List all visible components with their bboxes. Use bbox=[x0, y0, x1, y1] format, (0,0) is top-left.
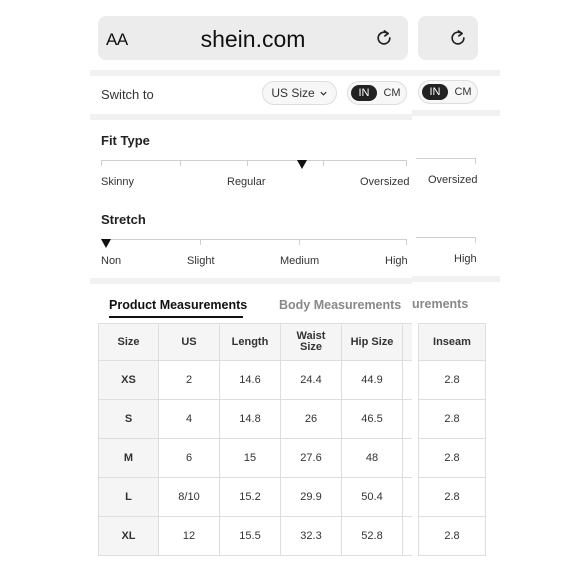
cell-size: XS bbox=[99, 361, 159, 400]
stretch-label-high: High bbox=[385, 255, 408, 267]
cell-waist: 24.4 bbox=[281, 361, 342, 400]
stretch-label-medium: Medium bbox=[280, 255, 320, 267]
reload-icon[interactable] bbox=[374, 28, 394, 48]
cell-hip: 46.5 bbox=[342, 400, 403, 439]
inseam-cell: 2.8 bbox=[419, 478, 486, 517]
fit-scale-tick bbox=[475, 158, 476, 164]
cell-length: 14.6 bbox=[220, 361, 281, 400]
cell-us: 4 bbox=[159, 400, 220, 439]
stretch-scale-line bbox=[101, 239, 407, 240]
unit-in-option[interactable]: IN bbox=[351, 85, 377, 101]
cell-hip: 52.8 bbox=[342, 517, 403, 556]
separator bbox=[90, 278, 412, 284]
cell-length: 15.5 bbox=[220, 517, 281, 556]
fit-type-title: Fit Type bbox=[101, 133, 150, 148]
stretch-label-slight: Slight bbox=[187, 255, 215, 267]
fit-type-marker bbox=[297, 160, 307, 169]
unit-in-option[interactable]: IN bbox=[422, 84, 448, 100]
cell-hip: 44.9 bbox=[342, 361, 403, 400]
table-row bbox=[419, 361, 486, 400]
table-row bbox=[99, 439, 413, 478]
tab-body-partial[interactable]: urements bbox=[412, 297, 469, 311]
fit-label-oversized: Oversized bbox=[360, 176, 410, 188]
header-length: Length bbox=[220, 324, 281, 361]
table-row bbox=[419, 517, 486, 556]
fit-scale-label-oversized: Oversized bbox=[428, 174, 478, 186]
cell-hip: 50.4 bbox=[342, 478, 403, 517]
reload-icon[interactable] bbox=[448, 28, 468, 48]
tab-body-measurements[interactable]: Body Measurements bbox=[279, 298, 402, 312]
unit-cm-option[interactable]: CM bbox=[383, 87, 401, 99]
stretch-scale-line bbox=[416, 237, 476, 238]
header-hip-size: Hip Size bbox=[342, 324, 403, 361]
inseam-cell: 2.8 bbox=[419, 517, 486, 556]
cell-waist: 26 bbox=[281, 400, 342, 439]
text-size-button[interactable]: AA bbox=[106, 30, 128, 49]
right-url-bar[interactable] bbox=[418, 16, 478, 60]
cell-clipped bbox=[403, 478, 413, 517]
inseam-header: Inseam bbox=[419, 324, 486, 361]
inseam-cell: 2.8 bbox=[419, 400, 486, 439]
cell-length: 15.2 bbox=[220, 478, 281, 517]
table-row bbox=[99, 517, 413, 556]
fit-scale-tick bbox=[101, 160, 102, 166]
header-us: US bbox=[159, 324, 220, 361]
fit-scale-tick bbox=[323, 160, 324, 166]
cell-hip: 48 bbox=[342, 439, 403, 478]
duplicate-screen-panel bbox=[412, 14, 500, 560]
size-chart-table bbox=[98, 323, 412, 556]
cell-clipped bbox=[403, 517, 413, 556]
unit-cm-option[interactable]: CM bbox=[454, 86, 472, 98]
cell-us: 2 bbox=[159, 361, 220, 400]
fit-scale-line bbox=[101, 160, 407, 161]
cell-us: 12 bbox=[159, 517, 220, 556]
fit-scale-line bbox=[416, 158, 476, 159]
separator bbox=[90, 70, 412, 76]
table-header-row bbox=[99, 324, 413, 361]
cell-size: L bbox=[99, 478, 159, 517]
header-clipped bbox=[403, 324, 413, 361]
fit-label-skinny: Skinny bbox=[101, 176, 135, 188]
tab-product-measurements[interactable]: Product Measurements bbox=[109, 298, 248, 312]
main-screen-panel bbox=[90, 14, 412, 560]
cell-length: 15 bbox=[220, 439, 281, 478]
cell-length: 14.8 bbox=[220, 400, 281, 439]
cell-size: XL bbox=[99, 517, 159, 556]
active-tab-underline bbox=[109, 316, 243, 318]
header-waist-size bbox=[281, 324, 342, 361]
stretch-scale-label-high: High bbox=[454, 253, 477, 265]
table-row bbox=[99, 400, 413, 439]
url-domain[interactable]: shein.com bbox=[200, 26, 306, 52]
url-bar[interactable] bbox=[98, 16, 408, 60]
cell-size: M bbox=[99, 439, 159, 478]
chevron-down-icon bbox=[319, 89, 328, 98]
stretch-marker bbox=[101, 239, 111, 248]
separator bbox=[412, 110, 500, 116]
cell-us: 8/10 bbox=[159, 478, 220, 517]
stretch-scale-tick bbox=[406, 239, 407, 245]
table-row bbox=[419, 478, 486, 517]
unit-toggle[interactable] bbox=[347, 81, 407, 105]
fit-scale-tick bbox=[247, 160, 248, 166]
table-row bbox=[419, 400, 486, 439]
stretch-title: Stretch bbox=[101, 212, 146, 227]
inseam-cell: 2.8 bbox=[419, 439, 486, 478]
fit-label-regular: Regular bbox=[227, 176, 266, 188]
header-waist-size-text: Waist Size bbox=[296, 330, 326, 353]
size-system-dropdown[interactable] bbox=[262, 81, 337, 105]
cell-clipped bbox=[403, 439, 413, 478]
cell-waist: 27.6 bbox=[281, 439, 342, 478]
stretch-scale-tick bbox=[475, 237, 476, 243]
inseam-cell: 2.8 bbox=[419, 361, 486, 400]
cell-waist: 29.9 bbox=[281, 478, 342, 517]
cell-size: S bbox=[99, 400, 159, 439]
size-system-value: US Size bbox=[271, 86, 315, 100]
separator bbox=[90, 114, 412, 120]
separator bbox=[412, 276, 500, 282]
cell-clipped bbox=[403, 400, 413, 439]
header-size: Size bbox=[99, 324, 159, 361]
cell-clipped bbox=[403, 361, 413, 400]
stretch-label-non: Non bbox=[101, 255, 122, 267]
cell-waist: 32.3 bbox=[281, 517, 342, 556]
stretch-scale-tick bbox=[200, 239, 201, 245]
switch-to-label: Switch to bbox=[101, 87, 154, 102]
table-row bbox=[99, 361, 413, 400]
fit-scale-tick bbox=[406, 160, 407, 166]
table-row bbox=[419, 439, 486, 478]
right-unit-toggle[interactable] bbox=[418, 80, 478, 104]
fit-scale-tick bbox=[180, 160, 181, 166]
table-row bbox=[99, 478, 413, 517]
separator bbox=[412, 70, 500, 76]
stretch-scale-tick bbox=[299, 239, 300, 245]
cell-us: 6 bbox=[159, 439, 220, 478]
inseam-table bbox=[418, 323, 486, 556]
